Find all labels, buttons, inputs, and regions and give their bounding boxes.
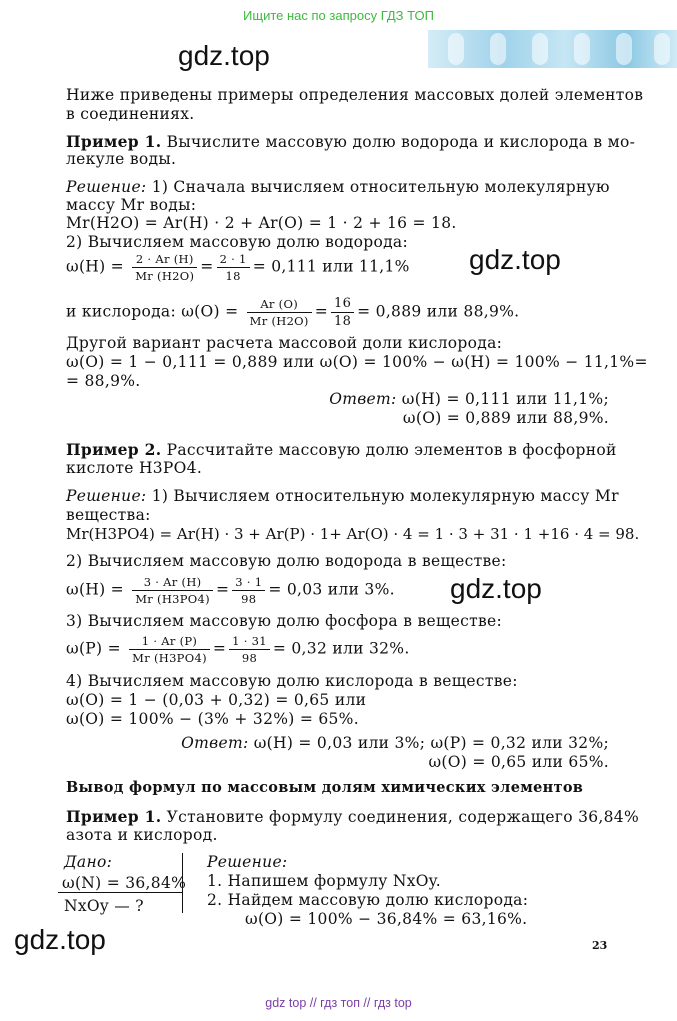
ex1-task-line-1 <box>66 132 635 151</box>
numerator: 1 · 31 <box>229 634 270 650</box>
numerator: Ar (O) <box>247 297 312 313</box>
intro-line-1: Ниже приведены примеры определения массовых долей элементов <box>66 86 644 104</box>
ex1-wh-fraction-2 <box>217 252 250 283</box>
ex2-wo-line-1: ω(O) = 1 − (0,03 + 0,32) = 0,65 или <box>66 691 367 709</box>
ex2-wh-fraction-2 <box>232 575 265 606</box>
ex2-wo-line-2: ω(O) = 100% − (3% + 32%) = 65%. <box>66 710 359 728</box>
ex2-step-2: 2) Вычисляем массовую долю водорода в веществе: <box>66 552 507 570</box>
ex2-solution-line-2: вещества: <box>66 506 151 524</box>
numerator: 2 · 1 <box>217 252 250 268</box>
ex2-mr-equation: Mr(H3PO4) = Ar(H) · 3 + Ar(P) · 1+ Ar(O) · 4 = 1 · 3 + 31 · 1 +16 · 4 = 98. <box>66 525 640 543</box>
ex2-wp-fraction-1 <box>129 634 210 665</box>
watermark: gdz.top <box>178 40 270 71</box>
intro-line-2: в соединениях. <box>66 105 195 123</box>
footer-links[interactable]: gdz top // гдз топ // гдз top <box>265 996 412 1010</box>
header-banner-image <box>428 30 677 68</box>
section-title: Вывод формул по массовым долям химических элементов <box>66 779 584 796</box>
ex2-answer-hp: ω(H) = 0,03 или 3%; ω(P) = 0,32 или 32%; <box>253 734 609 752</box>
ex3-step-2: 2. Найдем массовую долю кислорода: <box>207 891 529 909</box>
ex3-step-2-result: ω(O) = 100% − 36,84% = 63,16%. <box>245 910 528 928</box>
ex1-solution-line-2: массу Mr воды: <box>66 196 197 214</box>
ex1-alt-line-2: ω(O) = 1 − 0,111 = 0,889 или ω(O) = 100% − ω(H) = 100% − 11,1%= <box>66 353 648 371</box>
ex1-step-2: 2) Вычисляем массовую долю водорода: <box>66 233 408 251</box>
denominator: Mr (H2O) <box>135 269 195 283</box>
ex1-wh-left: ω(H) = <box>66 257 124 276</box>
ex2-answer-label: Ответ: <box>181 734 249 752</box>
ex3-task-line-2: азота и кислород. <box>66 826 218 844</box>
ex1-step-1: 1) Сначала вычисляем относительную молекулярную <box>151 178 610 196</box>
ex2-wp-fraction-2 <box>229 634 270 665</box>
denominator: 98 <box>241 592 257 606</box>
ex2-wp-result: = 0,32 или 32%. <box>272 639 410 658</box>
ex1-wo-fraction-2 <box>331 296 354 329</box>
ex2-solution-line-1 <box>66 487 619 505</box>
numerator: 16 <box>331 296 354 313</box>
ex3-label: Пример 1. <box>66 807 162 826</box>
ex2-wh-equation: ω(H) = $\frac{3 \cdot Ar (H)}{Mr (H3PO4)}$ = $\frac{3 \cdot 1}{98}$ = 0,03 или 3%. <box>66 575 395 606</box>
denominator: 18 <box>225 269 241 283</box>
ex1-wo-result: = 0,889 или 88,9%. <box>357 302 520 321</box>
ex1-task-line-2: лекуле воды. <box>66 150 177 168</box>
find-value: NxOy — ? <box>64 897 144 915</box>
ex2-label: Пример 2. <box>66 440 162 459</box>
given-divider <box>58 892 182 893</box>
ex2-task-line-2: кислоте H3PO4. <box>66 459 203 477</box>
ex3-task-line-1 <box>66 807 639 826</box>
ex1-wo-equation: и кислорода: ω(O) = $\frac{Ar (O)}{Mr (H2O)}$ = $\frac{16}{18}$ = 0,889 или 88,9%. <box>66 296 520 329</box>
numerator: 3 · 1 <box>232 575 265 591</box>
ex2-answer-line-2: ω(O) = 0,65 или 65%. <box>428 753 609 771</box>
ex1-wo-prefix: и кислорода: ω(O) = <box>66 302 239 321</box>
ex2-step-4: 4) Вычисляем массовую долю кислорода в веществе: <box>66 672 518 690</box>
search-hint-link[interactable]: Ищите нас по запросу ГДЗ ТОП <box>243 8 434 23</box>
ex2-task: Рассчитайте массовую долю элементов в фосфорной <box>166 441 617 459</box>
ex3-solution-label: Решение: <box>207 853 288 871</box>
numerator: 2 · Ar (H) <box>132 252 197 268</box>
ex1-answer-line-2: ω(O) = 0,889 или 88,9%. <box>402 409 609 427</box>
ex1-wo-fraction-1 <box>247 297 312 328</box>
ex1-task: Вычислите массовую долю водорода и кислорода в мо- <box>166 133 636 151</box>
numerator: 3 · Ar (H) <box>132 575 213 591</box>
ex1-alt-line-1: Другой вариант расчета массовой доли кислорода: <box>66 334 503 352</box>
watermark: gdz.top <box>469 244 561 275</box>
ex2-wh-fraction-1 <box>132 575 213 606</box>
ex1-wh-result: = 0,111 или 11,1% <box>252 257 410 276</box>
ex1-wh-fraction-1 <box>132 252 197 283</box>
ex2-wp-equation: ω(P) = $\frac{1 \cdot Ar (P)}{Mr (H3PO4)}$ = $\frac{1 \cdot 31}{98}$ = 0,32 или 32%. <box>66 634 410 665</box>
ex2-step-3: 3) Вычисляем массовую долю фосфора в веществе: <box>66 612 503 630</box>
ex1-answer-h: ω(H) = 0,111 или 11,1%; <box>401 390 609 408</box>
ex1-solution-line-1 <box>66 178 610 196</box>
ex1-answer-line-1 <box>329 390 609 408</box>
ex1-solution-label: Решение: <box>66 178 147 196</box>
ex2-wp-left: ω(P) = <box>66 639 121 658</box>
given-label: Дано: <box>64 853 113 871</box>
ex1-mr-equation: Mr(H2O) = Ar(H) · 2 + Ar(O) = 1 · 2 + 16 = 18. <box>66 214 457 232</box>
given-value: ω(N) = 36,84% <box>62 874 187 892</box>
ex2-wh-result: = 0,03 или 3%. <box>268 580 395 599</box>
ex2-wh-left: ω(H) = <box>66 580 124 599</box>
ex2-task-line-1 <box>66 440 617 459</box>
ex1-label: Пример 1. <box>66 132 162 151</box>
ex3-task: Установите формулу соединения, содержащего 36,84% <box>166 808 639 826</box>
ex2-answer-line-1 <box>181 734 609 752</box>
denominator: Mr (H2O) <box>249 314 309 328</box>
watermark: gdz.top <box>450 573 542 604</box>
ex1-alt-line-3: = 88,9%. <box>66 372 141 390</box>
ex3-step-1: 1. Напишем формулу NxOy. <box>207 872 441 890</box>
page-number: 23 <box>592 939 608 952</box>
watermark: gdz.top <box>14 924 106 955</box>
numerator: 1 · Ar (P) <box>129 634 210 650</box>
denominator: 18 <box>334 314 352 329</box>
given-vertical-divider <box>182 853 183 913</box>
ex2-step-1: 1) Вычисляем относительную молекулярную массу Mr <box>151 487 619 505</box>
denominator: Mr (H3PO4) <box>132 651 207 665</box>
ex1-wh-equation: ω(H) = $\frac{2 \cdot Ar (H)}{Mr (H2O)}$ = $\frac{2 \cdot 1}{18}$ = 0,111 или 11,1% <box>66 252 410 283</box>
denominator: Mr (H3PO4) <box>135 592 210 606</box>
ex1-answer-label: Ответ: <box>329 390 397 408</box>
denominator: 98 <box>241 651 258 665</box>
ex2-solution-label: Решение: <box>66 487 147 505</box>
